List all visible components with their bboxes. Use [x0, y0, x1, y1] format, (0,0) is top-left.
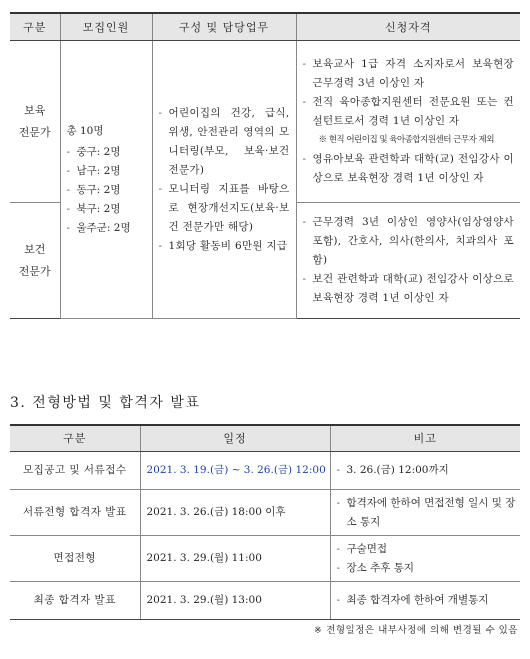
- list-item: - 중구: 2명: [67, 143, 146, 162]
- list-item: - 합격자에 한하여 면접전형 일시 및 장소 통지: [337, 494, 520, 532]
- recruitment-count: [60, 41, 152, 319]
- qualifications-childcare: [296, 41, 520, 203]
- list-item: - 영유아보육 관련학과 대학(교) 전임강사 이상으로 보육현장 경력 1년 이상인 자: [303, 150, 515, 188]
- schedule-date: 2021. 3. 26.(금) 18:00 이후: [140, 490, 330, 536]
- note-item: ※ 현직 어린이집 및 육아종합지원센터 근무자 제외: [318, 135, 494, 145]
- recruitment-table: [10, 12, 520, 319]
- table-row: [10, 490, 520, 536]
- schedule-category: 모집공고 및 서류접수: [10, 452, 140, 490]
- list-item: - 북구: 2명: [67, 200, 146, 219]
- header-recruitment: 모집인원: [60, 13, 152, 41]
- recruitment-total: 총 10명: [66, 124, 104, 137]
- list-item: - 어린이집의 건강, 급식, 위생, 안전관리 영역의 모니터링(부모, 보육·보건 전문가): [159, 104, 290, 180]
- category-health-expert: 보건 전문가: [10, 203, 60, 319]
- duties-cell: [152, 41, 296, 319]
- schedule-category: 최종 합격자 발표: [10, 582, 140, 620]
- schedule-notes: [330, 582, 520, 620]
- list-item: - 남구: 2명: [67, 162, 146, 181]
- table-row: [10, 582, 520, 620]
- header-schedule: 일정: [140, 425, 330, 452]
- list-item: - 3. 26.(금) 12:00까지: [337, 461, 520, 480]
- table-row: [10, 452, 520, 490]
- list-item: - 근무경력 3년 이상인 영양사(임상영양사 포함), 간호사, 의사(한의사, 치과의사 포함): [303, 213, 515, 270]
- table-row: [10, 41, 520, 203]
- footnote: [314, 622, 518, 636]
- list-item: - 보건 관련학과 대학(교) 전임강사 이상으로 보육현장 경력 1년 이상인 자: [303, 270, 515, 308]
- list-item: - 울주군: 2명: [67, 219, 146, 238]
- schedule-date: 2021. 3. 29.(월) 13:00: [140, 582, 330, 620]
- list-item: - 장소 추후 통지: [337, 559, 520, 578]
- list-item: - 1회당 활동비 6만원 지급: [159, 237, 290, 256]
- header-notes: 비고: [330, 425, 520, 452]
- header-category: 구분: [10, 425, 140, 452]
- qualifications-health: [296, 203, 520, 319]
- list-item: - 전직 육아종합지원센터 전문요원 또는 컨설턴트로서 경력 1년 이상인 자: [303, 93, 515, 131]
- header-qualifications: 신청자격: [296, 13, 520, 41]
- schedule-notes: [330, 490, 520, 536]
- recruitment-table-header: [10, 13, 520, 41]
- category-childcare-expert: 보육 전문가: [10, 41, 60, 203]
- duties-list: [159, 104, 290, 256]
- list-item: - 보육교사 1급 자격 소지자로서 보육현장 근무경력 3년 이상인 자: [303, 55, 515, 93]
- schedule-date: 2021. 3. 29.(월) 11:00: [140, 536, 330, 582]
- schedule-category: 서류전형 합격자 발표: [10, 490, 140, 536]
- header-duties: 구성 및 담당업무: [152, 13, 296, 41]
- schedule-date: 2021. 3. 19.(금) ~ 3. 26.(금) 12:00: [140, 452, 330, 490]
- schedule-notes: [330, 452, 520, 490]
- header-category: 구분: [10, 13, 60, 41]
- schedule-table-header: [10, 425, 520, 452]
- schedule-notes: [330, 536, 520, 582]
- district-list: [67, 143, 146, 238]
- section-title: 3. 전형방법 및 합격자 발표: [10, 395, 201, 411]
- table-row: [10, 536, 520, 582]
- list-item: - 모니터링 지표를 바탕으로 현장개선지도(보육·보건 전문가만 해당): [159, 180, 290, 237]
- list-item: - 구술면접: [337, 540, 520, 559]
- schedule-category: 면접전형: [10, 536, 140, 582]
- list-item: - 최종 합격자에 한하여 개별통지: [337, 591, 520, 610]
- footnote-text: 전형일정은 내부사정에 의해 변경될 수 있음: [326, 625, 518, 636]
- list-item: - 동구: 2명: [67, 181, 146, 200]
- schedule-table: [10, 424, 520, 620]
- reference-mark: ※: [314, 626, 323, 636]
